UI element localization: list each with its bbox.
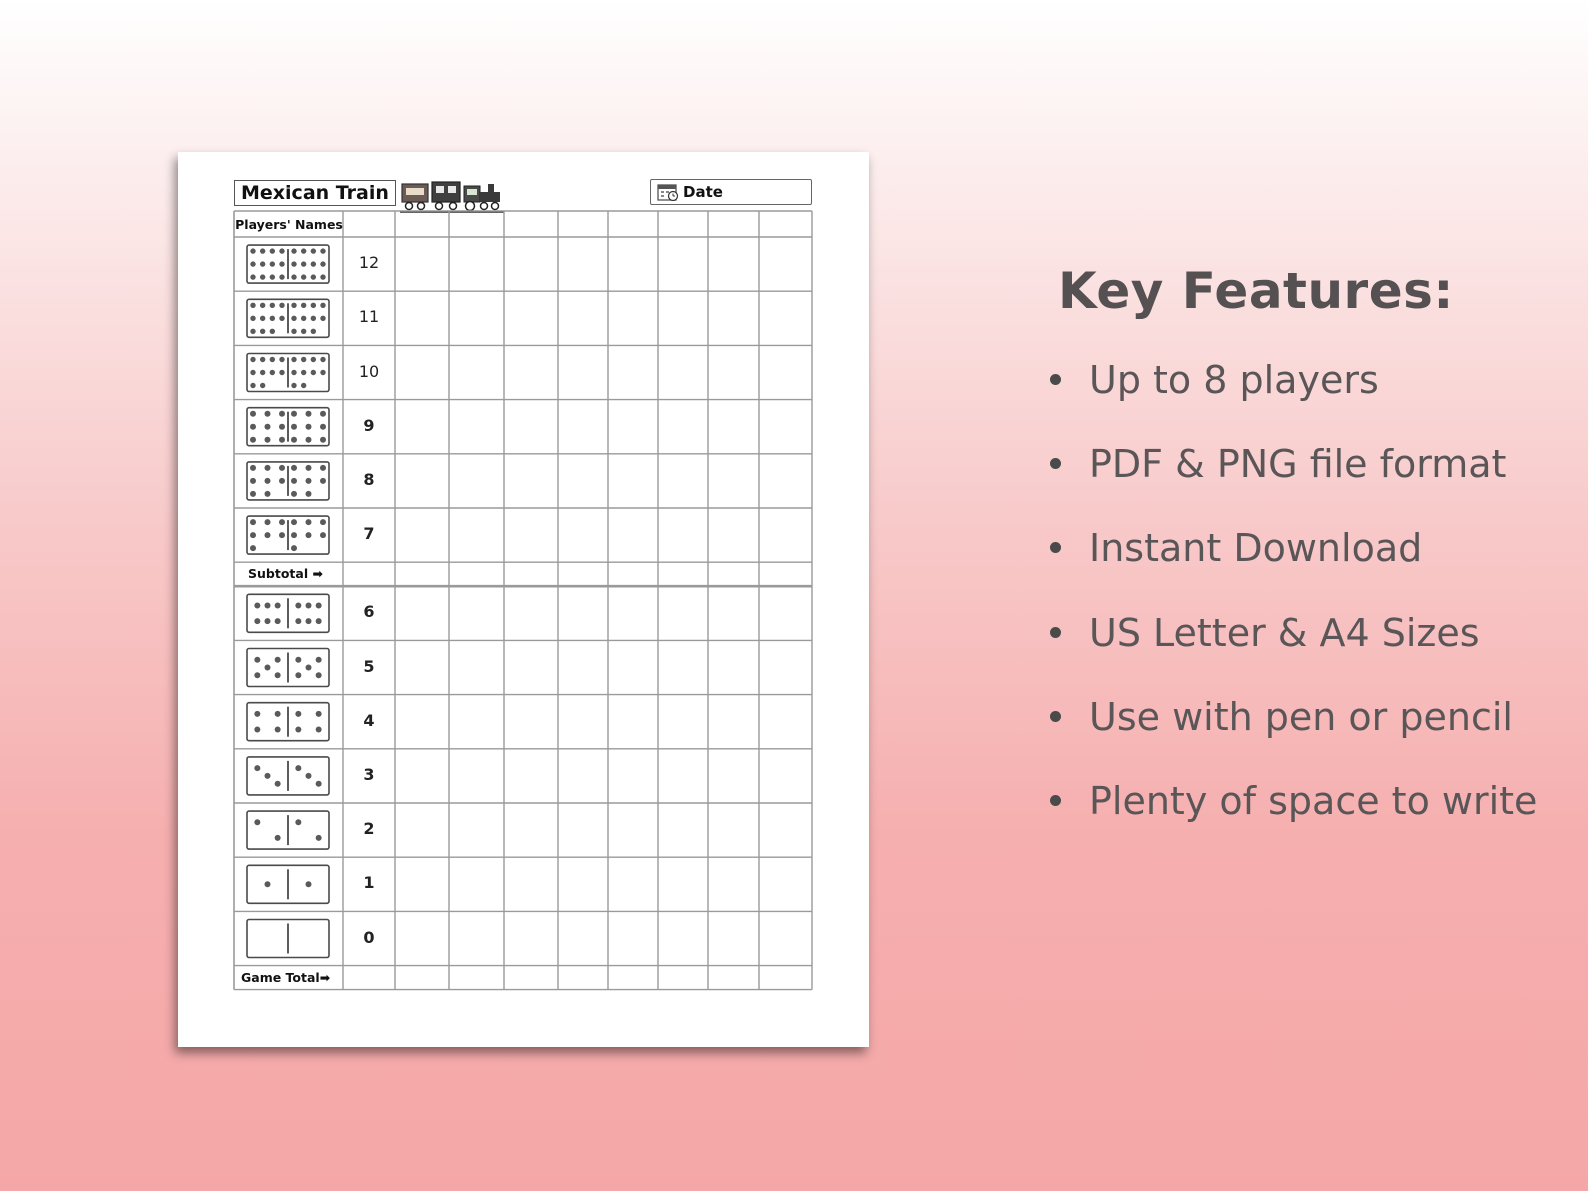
bullet-icon [1050,458,1061,469]
bullet-icon [1050,542,1061,553]
feature-item: Up to 8 players [1050,358,1379,402]
round-label: 3 [363,764,375,784]
round-label: 5 [363,656,375,676]
domino-icon [247,703,329,741]
domino-icon [247,299,329,337]
domino-icon [247,811,329,849]
domino-icon [247,594,329,632]
subtotal-label: Subtotal ➡ [248,566,323,582]
domino-icon [247,408,329,446]
feature-item: Instant Download [1050,526,1422,570]
bullet-icon [1050,795,1061,806]
domino-icon [247,865,329,903]
sheet-title: Mexican Train [234,180,396,206]
round-label: 11 [358,307,380,327]
round-label: 1 [363,873,375,893]
feature-item: Use with pen or pencil [1050,695,1513,739]
domino-icon [247,757,329,795]
score-grid [178,152,869,1047]
round-label: 7 [363,524,375,544]
domino-icon [247,920,329,958]
score-sheet [178,152,869,1047]
feature-item: US Letter & A4 Sizes [1050,611,1480,655]
round-label: 6 [363,602,375,622]
players-names-header: Players' Names [235,217,343,232]
bullet-icon [1050,711,1061,722]
round-label: 12 [358,253,380,273]
round-label: 2 [363,819,375,839]
round-label: 0 [363,927,375,947]
date-label: Date [683,183,723,201]
round-label: 9 [363,415,375,435]
domino-icon [247,462,329,500]
features-title: Key Features: [1058,262,1454,320]
domino-icon [247,354,329,392]
bullet-icon [1050,374,1061,385]
round-label: 8 [363,469,375,489]
domino-icon [247,245,329,283]
feature-item: Plenty of space to write [1050,779,1537,823]
game-total-label: Game Total➡ [241,969,331,985]
domino-icon [247,649,329,687]
round-label: 10 [358,361,380,381]
domino-icon [247,516,329,554]
bullet-icon [1050,627,1061,638]
round-label: 4 [363,710,375,730]
feature-item: PDF & PNG file format [1050,442,1506,486]
